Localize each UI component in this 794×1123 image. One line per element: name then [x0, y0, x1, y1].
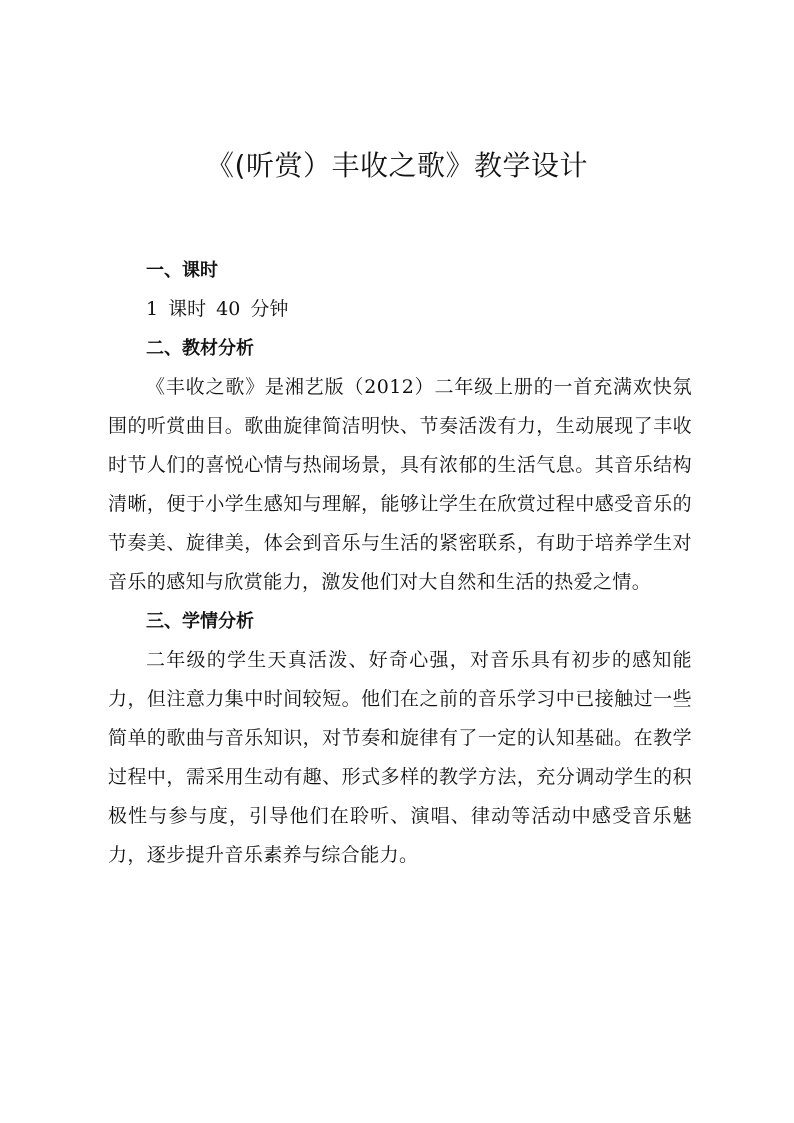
section-textbook-analysis	[108, 329, 692, 602]
section-text: 1 课时 40 分钟	[146, 298, 289, 320]
document-body	[108, 251, 692, 875]
section-heading: 二、教材分析	[146, 338, 254, 359]
section-heading: 一、课时	[146, 260, 218, 281]
section-lesson-hours	[108, 251, 692, 329]
document-title: 《(听赏）丰收之歌》教学设计	[206, 149, 588, 182]
section-student-analysis	[108, 602, 692, 875]
section-heading: 三、学情分析	[146, 611, 254, 632]
section-paragraph: 二年级的学生天真活泼、好奇心强，对音乐具有初步的感知能力，但注意力集中时间较短。他们在之前的音乐学习中已接触过一些简单的歌曲与音乐知识，对节奏和旋律有了一定的认知基础。在教学过程中，需采用生动有趣、形式多样的教学方法，充分调动学生的积极性与参与度，引导他们在聆听、演唱、律动等活动中感受音乐魅力，逐步提升音乐素养与综合能力。	[108, 649, 692, 866]
section-paragraph: 《丰收之歌》是湘艺版（2012）二年级上册的一首充满欢快氛围的听赏曲目。歌曲旋律简洁明快、节奏活泼有力，生动展现了丰收时节人们的喜悦心情与热闹场景，具有浓郁的生活气息。其音乐结构清晰，便于小学生感知与理解，能够让学生在欣赏过程中感受音乐的节奏美、旋律美，体会到音乐与生活的紧密联系，有助于培养学生对音乐的感知与欣赏能力，激发他们对大自然和生活的热爱之情。	[108, 376, 692, 593]
